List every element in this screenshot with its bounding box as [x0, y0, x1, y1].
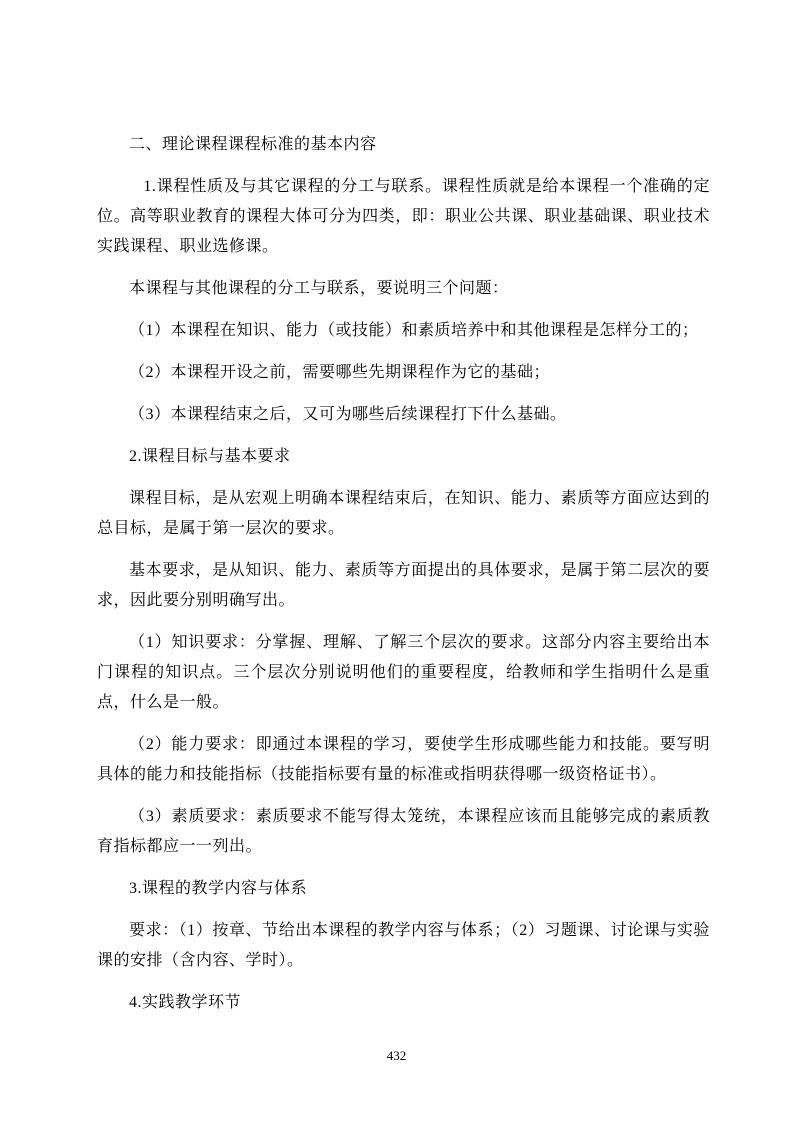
paragraph-course-goals: 课程目标，是从宏观上明确本课程结束后，在知识、能力、素质等方面应达到的总目标，是属于第一层次的要求。 [97, 490, 710, 537]
paragraph-question-2: （2）本课程开设之前，需要哪些先期课程作为它的基础； [129, 364, 551, 381]
paragraph-question-3: （3）本课程结束之后，又可为哪些后续课程打下什么基础。 [129, 406, 567, 423]
paragraph-ability-requirement: （2）能力要求：即通过本课程的学习，要使学生形成哪些能力和技能。要写明具体的能力和技能指标（技能指标要有量的标准或指明获得哪一级资格证书）。 [97, 736, 710, 783]
paragraph-content-requirements: 要求：（1）按章、节给出本课程的教学内容与体系；（2）习题课、讨论课与实验课的安排（含内容、学时）。 [97, 922, 710, 969]
subsection-heading-content: 3.课程的教学内容与体系 [129, 880, 308, 897]
paragraph-quality-requirement: （3）素质要求：素质要求不能写得太笼统，本课程应该而且能够完成的素质教育指标都应一一列出。 [97, 808, 710, 855]
paragraph-knowledge-requirement: （1）知识要求：分掌握、理解、了解三个层次的要求。这部分内容主要给出本门课程的知识点。三个层次分别说明他们的重要程度，给教师和学生指明什么是重点，什么是一般。 [97, 634, 710, 711]
page-number: 432 [386, 1048, 407, 1063]
subsection-heading-goals: 2.课程目标与基本要求 [129, 448, 291, 465]
subsection-heading-practice: 4.实践教学环节 [129, 994, 242, 1011]
paragraph-course-relation-intro: 本课程与其他课程的分工与联系，要说明三个问题： [129, 280, 509, 297]
paragraph-basic-requirements: 基本要求，是从知识、能力、素质等方面提出的具体要求，是属于第二层次的要求，因此要分别明确写出。 [97, 562, 710, 609]
paragraph-course-nature: 1.课程性质及与其它课程的分工与联系。课程性质就是给本课程一个准确的定位。高等职业教育的课程大体可分为四类，即：职业公共课、职业基础课、职业技术实践课程、职业选修课。 [97, 178, 710, 255]
paragraph-question-1: （1）本课程在知识、能力（或技能）和素质培养中和其他课程是怎样分工的； [129, 322, 699, 339]
section-heading: 二、理论课程课程标准的基本内容 [129, 136, 377, 153]
